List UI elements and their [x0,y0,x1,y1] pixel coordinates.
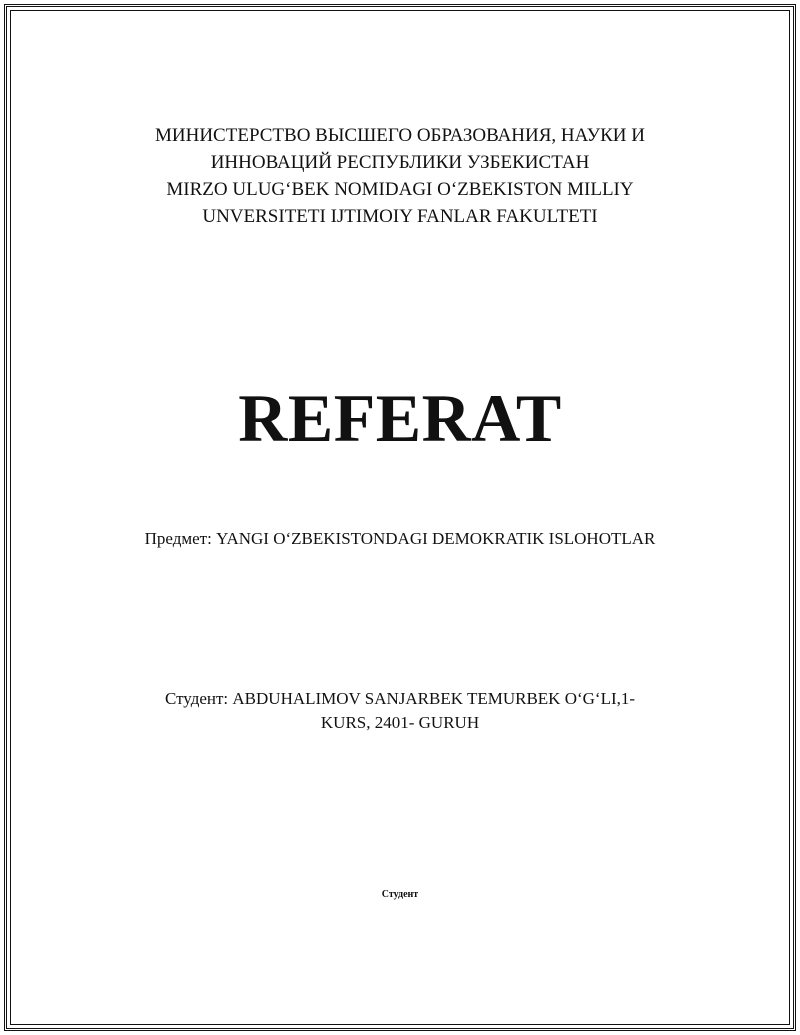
student-line-2: KURS, 2401- GURUH [320,713,480,732]
header-line-2: ИННОВАЦИЙ РЕСПУБЛИКИ УЗБЕКИСТАН [210,152,590,173]
subject-line: Предмет: YANGI O‘ZBEKISTONDAGI DEMOKRATIK ISLOHOTLAR [144,529,656,548]
header-line-3: MIRZO ULUG‘BEK NOMIDAGI O‘ZBEKISTON MILLIY [166,179,634,200]
student-info [0,687,800,735]
document-title: REFERAT [238,380,562,456]
header-line-1: МИНИСТЕРСТВО ВЫСШЕГО ОБРАЗОВАНИЯ, НАУКИ И [155,125,645,146]
footer-student-label: Студент [381,889,419,900]
student-line-1: Студент: ABDUHALIMOV SANJARBEK TEMURBEK O‘G‘LI,1- [164,689,636,708]
institution-header [0,122,800,230]
header-line-4: UNVERSITETI IJTIMOIY FANLAR FAKULTETI [202,206,598,227]
